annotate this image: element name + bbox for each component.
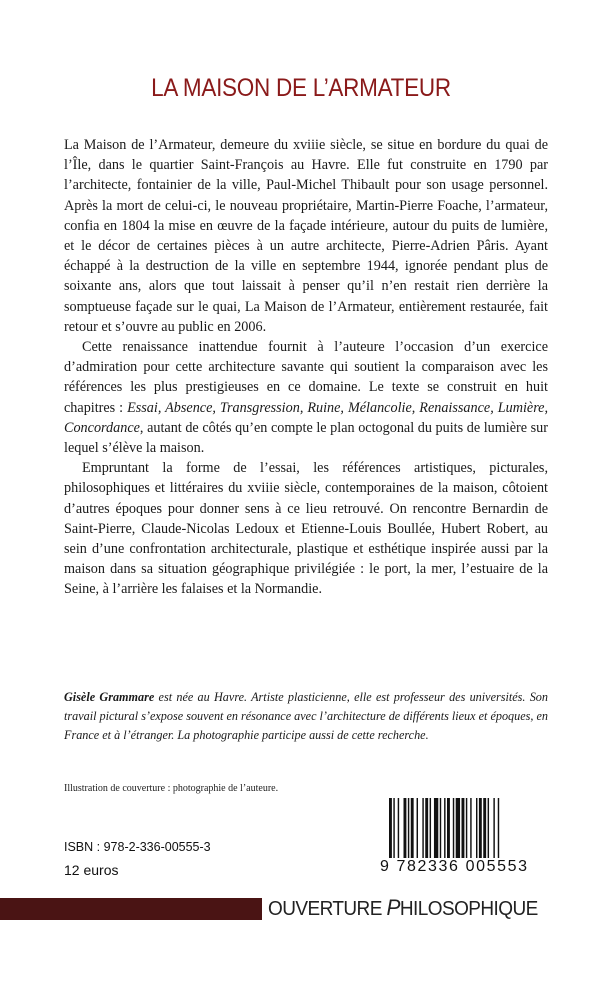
series-band	[0, 898, 262, 920]
series-name: OUVERTURE PHILOSOPHIQUE	[268, 895, 538, 920]
isbn: ISBN : 978-2-336-00555-3	[64, 840, 211, 854]
summary-paragraph-3: Empruntant la forme de l’essai, les références artistiques, picturales, philosophiques et littéraires du xviiie siècle, contemporaines de la maison, côtoient d’autres époques pour donner sens à ce lieu retrouvé. On rencontre Bernardin de Saint-Pierre, Claude-Nicolas Ledoux et Etienne-Louis Boullée, Hubert Robert, au sein d’une confrontation architecturale, plastique et esthétique inspirée aussi par la maison dans sa situation géographique privilégiée : le port, la mer, l’estuaire de la Seine, à l’arrière les falaises et la Normandie.	[64, 460, 548, 598]
barcode-number: 9 782336 005553	[378, 858, 550, 876]
author-name: Gisèle Grammare	[64, 690, 155, 704]
price: 12 euros	[64, 862, 119, 878]
summary-paragraph-1: La Maison de l’Armateur, demeure du xviiie siècle, se situe en bordure du quai de l’Île, dans le quartier Saint-François au Havre. Elle fut construite en 1790 par l’architecte, fontainier de la ville, Paul-Michel Thibault pour son usage personnel. Après la mort de celui-ci, le nouveau propriétaire, Martin-Pierre Foache, l’armateur, confia en 1804 la mise en œuvre de la façade intérieure, autour du puits de lumière, et le décor de certaines pièces à un autre architecte, Pierre-Adrien Pâris. Ayant échappé à la destruction de la ville en septembre 1944, ignorée pendant plus de soixante ans, alors que tout laissait à penser qu’il n’en restait rien derrière la somptueuse façade sur le quai, La Maison de l’Armateur, entièrement restaurée, fait retour et s’ouvre au public en 2006.	[64, 137, 548, 335]
author-bio-text: est née au Havre. Artiste plasticienne, elle est professeur des universités. Son travail pictural s’expose souvent en résonance avec l’architecture de différents lieux et époques, en France et à l’étranger. La photographie participe aussi de cette recherche.	[64, 690, 548, 742]
author-bio	[64, 688, 548, 745]
book-title: LA MAISON DE L’ARMATEUR	[151, 74, 451, 102]
chapter-list: Essai, Absence, Transgression, Ruine, Mélancolie, Renaissance, Lumière, Concordance	[64, 399, 549, 436]
summary-paragraph-2: Cette renaissance inattendue fournit à l’auteure l’occasion d’un exercice d’admiration pour cette architecture savante qui soutient la comparaison avec les références les plus prestigieuses en ce domaine. Le texte se construit en huit chapitres : Essai, Absence, Transgression, Ruine, Mélancolie, Renaissance, Lumière, Concordance, autant de côtés qu’en compte le plan octogonal du puits de lumière sur lequel s’élève la maison.	[64, 339, 549, 457]
cover-credit: Illustration de couverture : photographie de l’auteure.	[64, 783, 279, 794]
summary-text	[64, 135, 548, 600]
